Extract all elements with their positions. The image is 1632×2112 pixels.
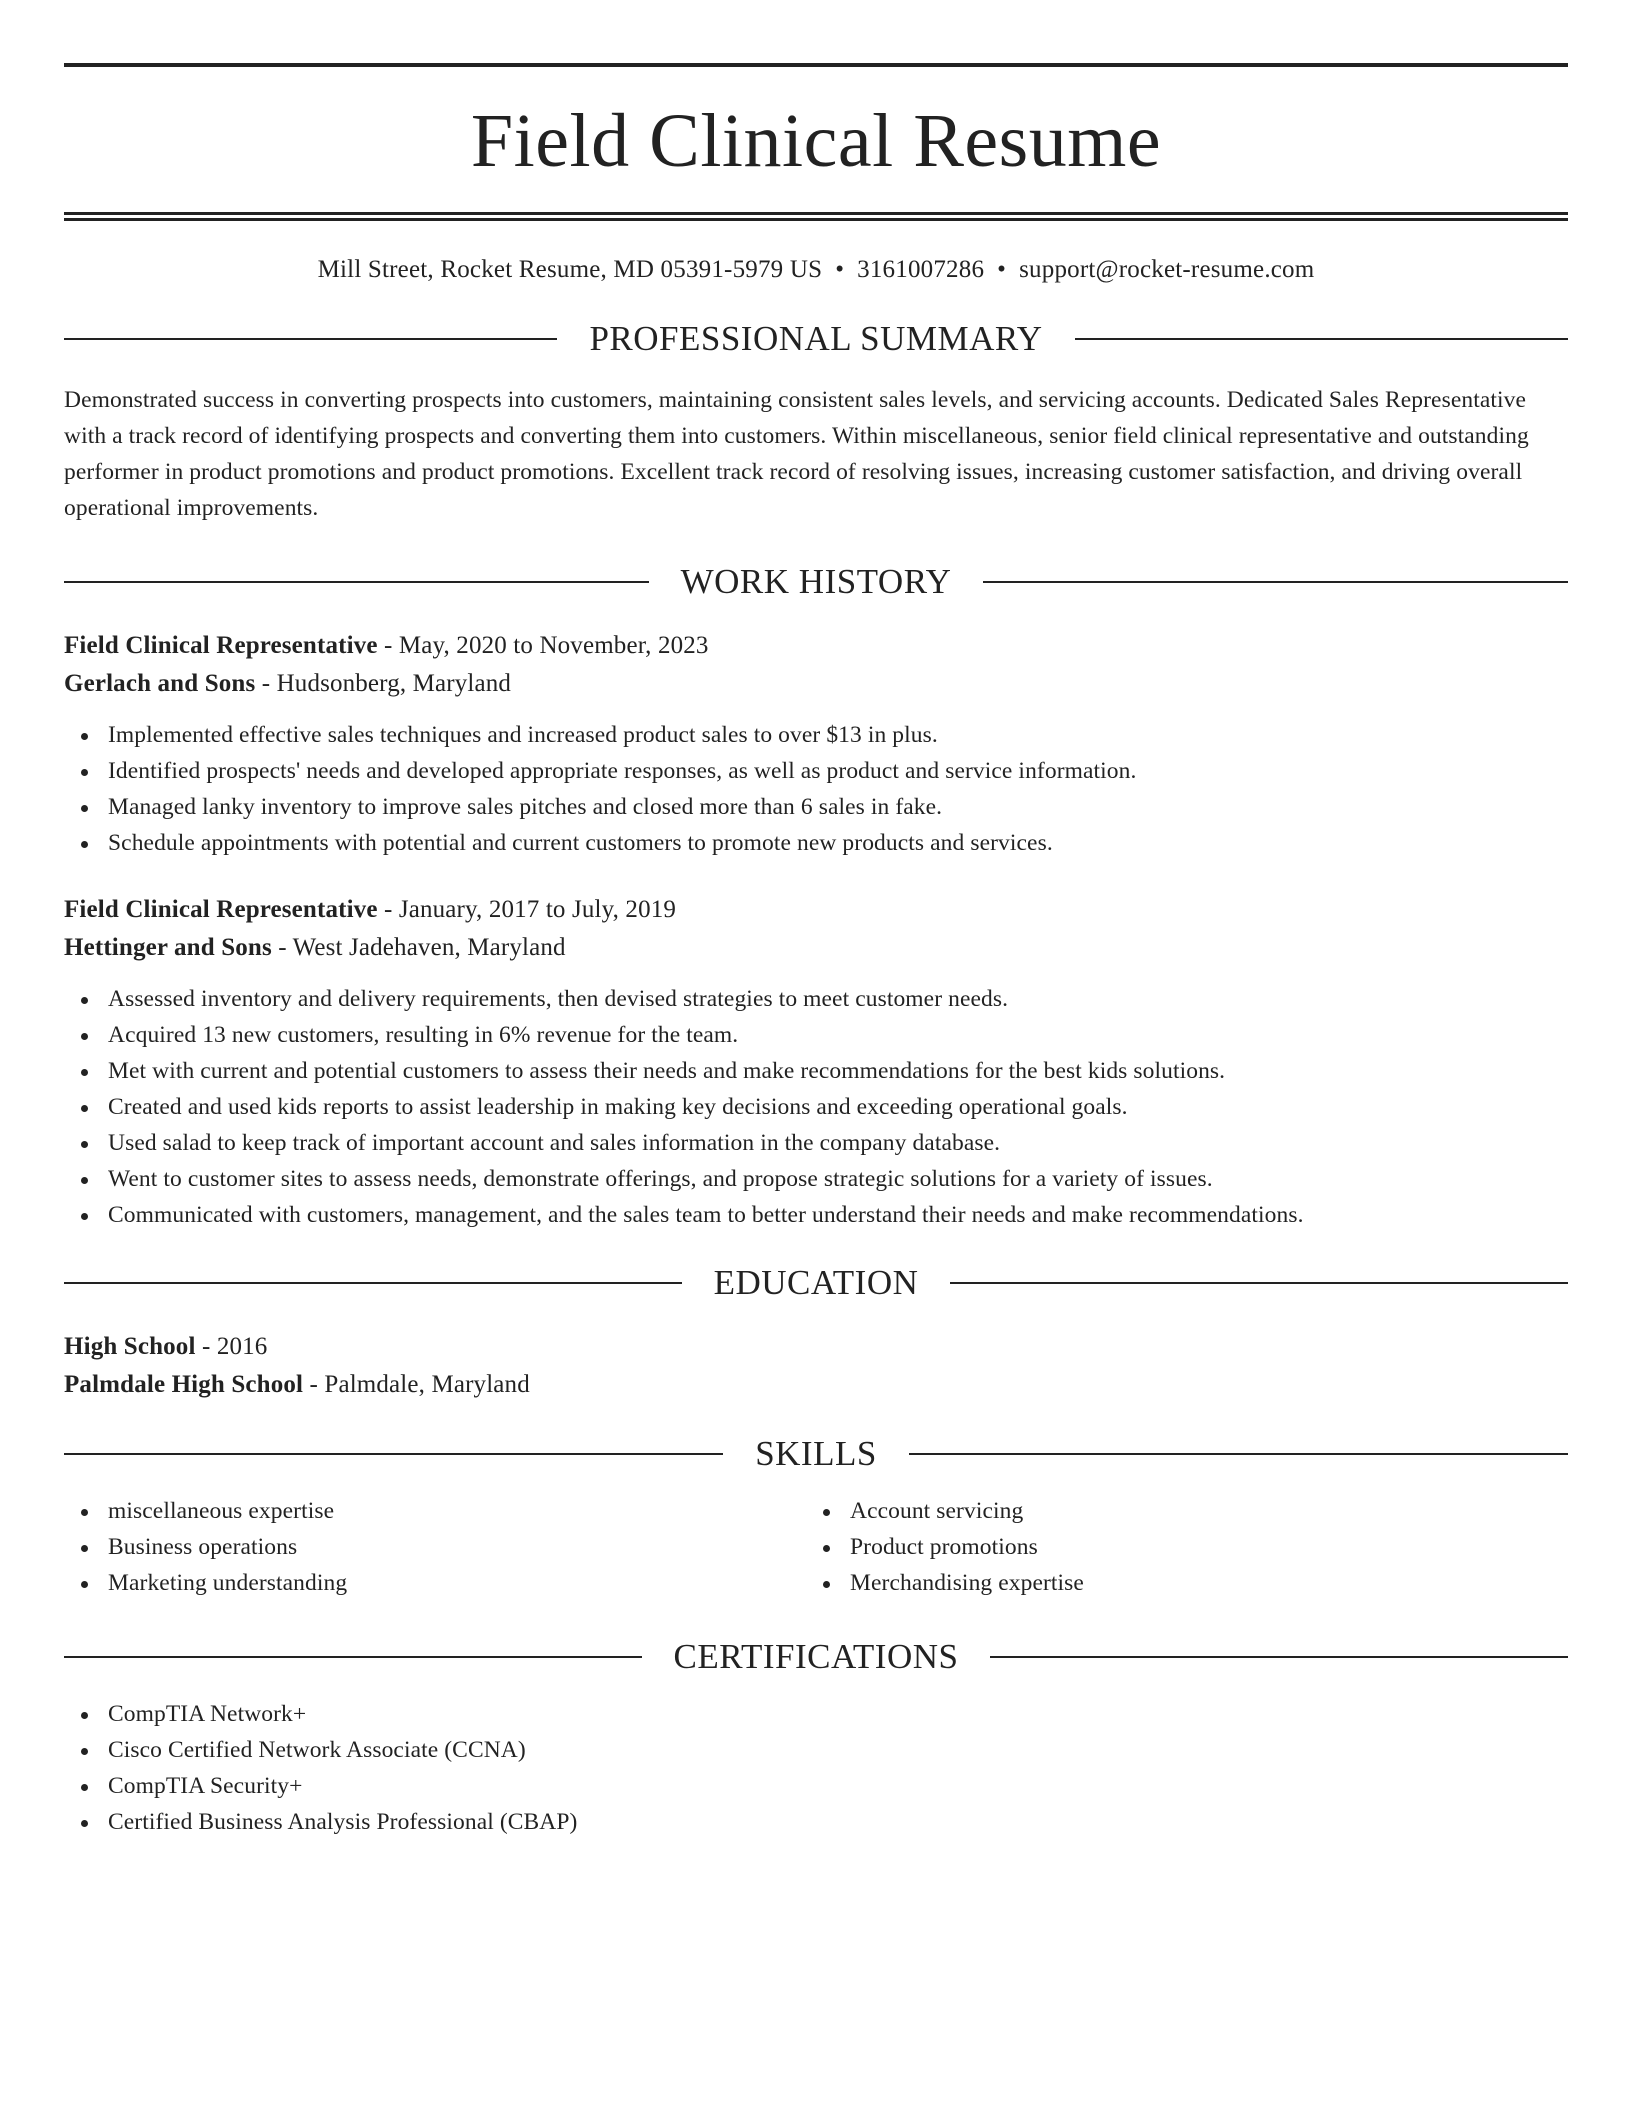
- divider-line: [64, 1453, 723, 1455]
- list-item: Met with current and potential customers to assess their needs and make recommendations for the best kids solutions.: [64, 1053, 1568, 1089]
- divider-line: [64, 1282, 682, 1284]
- list-item: Acquired 13 new customers, resulting in 6% revenue for the team.: [64, 1017, 1568, 1053]
- education-year: - 2016: [195, 1333, 268, 1360]
- skills-column-right: [806, 1493, 1548, 1601]
- job-dates: - May, 2020 to November, 2023: [377, 632, 709, 659]
- list-item: Implemented effective sales techniques and increased product sales to over $13 in plus.: [64, 717, 1568, 753]
- skill-item: Account servicing: [806, 1493, 1548, 1529]
- section-title: SKILLS: [755, 1434, 877, 1473]
- section-header-summary: [64, 321, 1568, 356]
- list-item: Identified prospects' needs and developed appropriate responses, as well as product and service information.: [64, 753, 1568, 789]
- list-item: Communicated with customers, management, and the sales team to better understand their needs and make recommendations.: [64, 1197, 1568, 1233]
- divider-line: [983, 581, 1568, 583]
- certification-bullets: [64, 1696, 1568, 1840]
- contact-phone: 3161007286: [857, 256, 985, 283]
- skill-item: Merchandising expertise: [806, 1565, 1548, 1601]
- education-entry: [64, 1328, 1568, 1404]
- section-title: WORK HISTORY: [680, 562, 952, 601]
- list-item: Went to customer sites to assess needs, demonstrate offerings, and propose strategic solutions for a variety of issues.: [64, 1161, 1568, 1197]
- certification-item: Cisco Certified Network Associate (CCNA): [64, 1732, 1568, 1768]
- education-degree-line: [64, 1328, 1568, 1366]
- job-location: - Hudsonberg, Maryland: [255, 670, 512, 697]
- job-company-line: [64, 665, 1568, 703]
- divider-line: [64, 581, 649, 583]
- section-title: EDUCATION: [713, 1263, 919, 1302]
- section-title: PROFESSIONAL SUMMARY: [589, 319, 1043, 358]
- job-location: - West Jadehaven, Maryland: [271, 934, 566, 961]
- list-item: Used salad to keep track of important account and sales information in the company database.: [64, 1125, 1568, 1161]
- skill-item: Business operations: [64, 1529, 806, 1565]
- list-item: Created and used kids reports to assist leadership in making key decisions and exceeding operational goals.: [64, 1089, 1568, 1125]
- job-title: Field Clinical Representative: [64, 896, 378, 923]
- job-title: Field Clinical Representative: [64, 632, 378, 659]
- section-title: CERTIFICATIONS: [673, 1637, 959, 1676]
- summary-text: Demonstrated success in converting prospects into customers, maintaining consistent sales levels, and servicing accounts. Dedicated Sales Representative with a track record of identifying prospects and converting them into customers. Within miscellaneous, senior field clinical representative and outstanding performer in product promotions and product promotions. Excellent track record of resolving issues, increasing customer satisfaction, and driving overall operational improvements.: [64, 387, 1529, 521]
- contact-address: Mill Street, Rocket Resume, MD 05391-5979 US: [317, 256, 823, 283]
- contact-email: support@rocket-resume.com: [1019, 256, 1315, 283]
- education-location: - Palmdale, Maryland: [303, 1371, 530, 1398]
- list-item: Assessed inventory and delivery requirements, then devised strategies to meet customer needs.: [64, 981, 1568, 1017]
- education-school: Palmdale High School: [64, 1371, 304, 1398]
- job-bullets: [64, 717, 1568, 861]
- contact-line: [64, 255, 1568, 285]
- contact-separator: •: [997, 256, 1007, 283]
- job-company: Hettinger and Sons: [64, 934, 272, 961]
- skill-item: miscellaneous expertise: [64, 1493, 806, 1529]
- job-company: Gerlach and Sons: [64, 670, 256, 697]
- resume-title: Field Clinical Resume: [470, 99, 1162, 183]
- section-header-education: [64, 1265, 1568, 1300]
- certification-item: CompTIA Security+: [64, 1768, 1568, 1804]
- job-entry: [64, 891, 1568, 1233]
- job-company-line: [64, 929, 1568, 967]
- skills-column-left: [64, 1493, 806, 1601]
- certifications-list: [64, 1696, 1568, 1840]
- divider-line: [1075, 338, 1568, 340]
- job-bullets: [64, 981, 1568, 1233]
- double-rule: [64, 212, 1568, 221]
- list-item: Managed lanky inventory to improve sales pitches and closed more than 6 sales in fake.: [64, 789, 1568, 825]
- job-title-line: [64, 627, 1568, 665]
- contact-separator: •: [835, 256, 845, 283]
- skill-item: Marketing understanding: [64, 1565, 806, 1601]
- divider-line: [950, 1282, 1568, 1284]
- divider-line: [64, 338, 557, 340]
- section-header-skills: [64, 1436, 1568, 1471]
- education-school-line: [64, 1366, 1568, 1404]
- skill-item: Product promotions: [806, 1529, 1548, 1565]
- divider-line: [909, 1453, 1568, 1455]
- certification-item: Certified Business Analysis Professional (CBAP): [64, 1804, 1568, 1840]
- education-degree: High School: [64, 1333, 196, 1360]
- section-header-work-history: [64, 564, 1568, 599]
- top-rule: [64, 63, 1568, 67]
- list-item: Schedule appointments with potential and current customers to promote new products and services.: [64, 825, 1568, 861]
- certification-item: CompTIA Network+: [64, 1696, 1568, 1732]
- divider-line: [990, 1656, 1568, 1658]
- skills-grid: [64, 1493, 1568, 1601]
- job-title-line: [64, 891, 1568, 929]
- job-dates: - January, 2017 to July, 2019: [377, 896, 677, 923]
- job-entry: [64, 627, 1568, 861]
- section-header-certifications: [64, 1639, 1568, 1674]
- divider-line: [64, 1656, 642, 1658]
